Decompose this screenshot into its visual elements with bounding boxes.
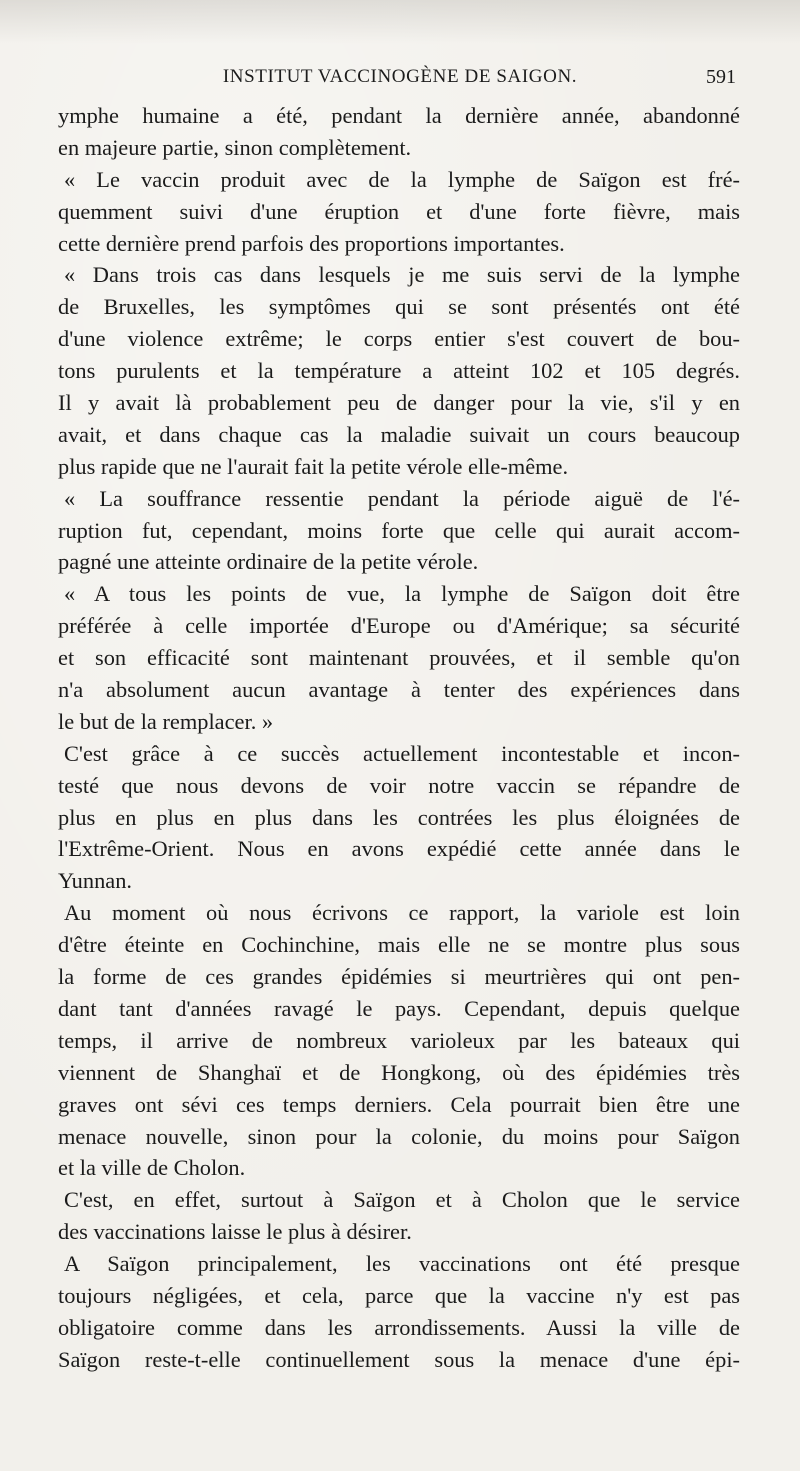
text-line: C'est, en effet, surtout à Saïgon et à Cholon que le service bbox=[64, 1187, 740, 1213]
text-line: de Bruxelles, les symptômes qui se sont présentés ont été bbox=[58, 294, 740, 320]
text-line: quemment suivi d'une éruption et d'une forte fièvre, mais bbox=[58, 198, 740, 224]
text-line: dant tant d'années ravagé le pays. Cependant, depuis quelque bbox=[58, 995, 740, 1021]
page-header bbox=[60, 66, 740, 92]
text-line: d'une violence extrême; le corps entier s'est couvert de bou- bbox=[58, 326, 740, 352]
text-line: n'a absolument aucun avantage à tenter des expériences dans bbox=[58, 677, 740, 703]
text-line: avait, et dans chaque cas la maladie suivait un cours beaucoup bbox=[58, 421, 740, 447]
text-line: graves ont sévi ces temps derniers. Cela pourrait bien être une bbox=[58, 1091, 740, 1117]
text-line: la forme de ces grandes épidémies si meurtrières qui ont pen- bbox=[58, 964, 740, 990]
text-line: menace nouvelle, sinon pour la colonie, du moins pour Saïgon bbox=[58, 1123, 740, 1149]
text-line: Il y avait là probablement peu de danger pour la vie, s'il y en bbox=[58, 390, 740, 416]
text-line: temps, il arrive de nombreux varioleux par les bateaux qui bbox=[58, 1027, 740, 1053]
text-line: et son efficacité sont maintenant prouvées, et il semble qu'on bbox=[58, 645, 740, 671]
page-top-shadow bbox=[0, 0, 800, 44]
page-number: 591 bbox=[706, 66, 736, 88]
text-line: l'Extrême-Orient. Nous en avons expédié cette année dans le bbox=[58, 836, 740, 862]
text-line: plus en plus en plus dans les contrées les plus éloignées de bbox=[58, 804, 740, 830]
text-line: Saïgon reste-t-elle continuellement sous la menace d'une épi- bbox=[58, 1346, 740, 1372]
text-line: « Le vaccin produit avec de la lymphe de Saïgon est fré- bbox=[64, 166, 740, 192]
text-line: toujours négligées, et cela, parce que la vaccine n'y est pas bbox=[58, 1282, 740, 1308]
text-line: cette dernière prend parfois des proportions importantes. bbox=[58, 230, 565, 256]
text-line: « Dans trois cas dans lesquels je me suis servi de la lymphe bbox=[64, 262, 740, 288]
text-line: obligatoire comme dans les arrondissements. Aussi la ville de bbox=[58, 1314, 740, 1340]
text-line: « La souffrance ressentie pendant la période aiguë de l'é- bbox=[64, 485, 740, 511]
text-line: plus rapide que ne l'aurait fait la petite vérole elle-même. bbox=[58, 453, 569, 479]
text-line: Au moment où nous écrivons ce rapport, la variole est loin bbox=[64, 900, 740, 926]
text-line: ruption fut, cependant, moins forte que celle qui aurait accom- bbox=[58, 517, 740, 543]
text-line: Yunnan. bbox=[58, 868, 133, 894]
text-line: pagné une atteinte ordinaire de la petite vérole. bbox=[58, 549, 479, 575]
text-line: tons purulents et la température a atteint 102 et 105 degrés. bbox=[58, 358, 740, 384]
text-line: d'être éteinte en Cochinchine, mais elle ne se montre plus sous bbox=[58, 932, 740, 958]
text-line: viennent de Shanghaï et de Hongkong, où des épidémies très bbox=[58, 1059, 740, 1085]
text-line: préférée à celle importée d'Europe ou d'Amérique; sa sécurité bbox=[58, 613, 740, 639]
text-line: A Saïgon principalement, les vaccinations ont été presque bbox=[64, 1251, 740, 1277]
body-text bbox=[58, 100, 740, 1376]
text-line: le but de la remplacer. » bbox=[58, 708, 274, 734]
text-line: « A tous les points de vue, la lymphe de Saïgon doit être bbox=[64, 581, 740, 607]
text-line: des vaccinations laisse le plus à désirer. bbox=[58, 1219, 412, 1245]
text-line: C'est grâce à ce succès actuellement incontestable et incon- bbox=[64, 740, 740, 766]
text-line: en majeure partie, sinon complètement. bbox=[58, 134, 412, 160]
text-line: testé que nous devons de voir notre vaccin se répandre de bbox=[58, 772, 740, 798]
text-line: ymphe humaine a été, pendant la dernière année, abandonné bbox=[58, 103, 740, 128]
text-line: et la ville de Cholon. bbox=[58, 1155, 246, 1181]
running-head: INSTITUT VACCINOGÈNE DE SAIGON. bbox=[222, 66, 578, 87]
